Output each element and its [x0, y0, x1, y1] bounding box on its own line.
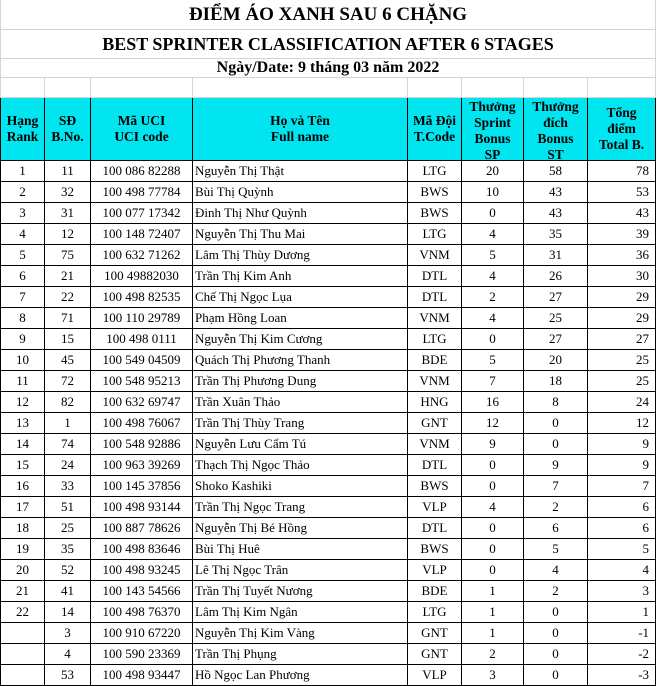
cell-sprint-bonus: 12: [462, 413, 524, 434]
cell-total: 6: [588, 497, 656, 518]
cell-rank: 8: [1, 308, 45, 329]
cell-total: 29: [588, 287, 656, 308]
table-row: [1, 287, 656, 308]
title-row: [1, 0, 656, 30]
cell-team-code: GNT: [408, 623, 462, 644]
cell-finish-bonus: 43: [524, 203, 588, 224]
cell-total: 30: [588, 266, 656, 287]
cell-sprint-bonus: 16: [462, 392, 524, 413]
cell-sprint-bonus: 2: [462, 287, 524, 308]
cell-finish-bonus: 0: [524, 665, 588, 686]
table-row: [1, 182, 656, 203]
cell-team-code: HNG: [408, 392, 462, 413]
table-row: [1, 371, 656, 392]
cell-bib: 53: [45, 665, 91, 686]
cell-uci-code: 100 963 39269: [91, 455, 193, 476]
cell-sprint-bonus: 4: [462, 224, 524, 245]
col-header-sprint: Thưởng Sprint Bonus SP: [462, 98, 524, 161]
cell-bib: 45: [45, 350, 91, 371]
cell-sprint-bonus: 4: [462, 497, 524, 518]
cell-bib: 14: [45, 602, 91, 623]
cell-rank: 5: [1, 245, 45, 266]
cell-total: 78: [588, 161, 656, 182]
cell-sprint-bonus: 1: [462, 623, 524, 644]
cell-uci-code: 100 077 17342: [91, 203, 193, 224]
cell-finish-bonus: 27: [524, 287, 588, 308]
cell-uci-code: 100 498 82535: [91, 287, 193, 308]
cell-bib: 32: [45, 182, 91, 203]
cell-uci-code: 100 632 71262: [91, 245, 193, 266]
cell-finish-bonus: 58: [524, 161, 588, 182]
table-row: [1, 161, 656, 182]
table-row: [1, 623, 656, 644]
cell-full-name: Nguyễn Thị Kim Cương: [193, 329, 408, 350]
cell-finish-bonus: 43: [524, 182, 588, 203]
cell-bib: 74: [45, 434, 91, 455]
cell-total: -2: [588, 644, 656, 665]
col-header-total: Tổng điểm Total B.: [588, 98, 656, 161]
cell-rank: 9: [1, 329, 45, 350]
cell-rank: 10: [1, 350, 45, 371]
col-header-team: Mã Đội T.Code: [408, 98, 462, 161]
cell-full-name: Lê Thị Ngọc Trân: [193, 560, 408, 581]
cell-team-code: LTG: [408, 224, 462, 245]
sheet-subtitle: BEST SPRINTER CLASSIFICATION AFTER 6 STAGES: [1, 30, 656, 59]
cell-team-code: VNM: [408, 308, 462, 329]
cell-team-code: DTL: [408, 455, 462, 476]
cell-sprint-bonus: 7: [462, 371, 524, 392]
cell-full-name: Bùi Thị Quỳnh: [193, 182, 408, 203]
cell-full-name: Nguyễn Thị Thật: [193, 161, 408, 182]
cell-uci-code: 100 498 93245: [91, 560, 193, 581]
table-row: [1, 455, 656, 476]
table-row: [1, 497, 656, 518]
cell-team-code: GNT: [408, 644, 462, 665]
table-row: [1, 329, 656, 350]
cell-team-code: VNM: [408, 245, 462, 266]
cell-bib: 71: [45, 308, 91, 329]
cell-uci-code: 100 590 23369: [91, 644, 193, 665]
table-row: [1, 266, 656, 287]
cell-team-code: VLP: [408, 497, 462, 518]
cell-full-name: Trần Xuân Thảo: [193, 392, 408, 413]
col-header-finish: Thưởng đích Bonus ST: [524, 98, 588, 161]
cell-bib: 51: [45, 497, 91, 518]
cell-bib: 15: [45, 329, 91, 350]
cell-uci-code: 100 110 29789: [91, 308, 193, 329]
cell-sprint-bonus: 0: [462, 539, 524, 560]
blank-row: [1, 78, 656, 98]
cell-finish-bonus: 0: [524, 623, 588, 644]
cell-total: 5: [588, 539, 656, 560]
cell-finish-bonus: 18: [524, 371, 588, 392]
cell-team-code: DTL: [408, 518, 462, 539]
cell-bib: 35: [45, 539, 91, 560]
cell-uci-code: 100 498 0111: [91, 329, 193, 350]
table-row: [1, 539, 656, 560]
cell-total: 27: [588, 329, 656, 350]
table-row: [1, 350, 656, 371]
cell-bib: 41: [45, 581, 91, 602]
cell-finish-bonus: 31: [524, 245, 588, 266]
cell-uci-code: 100 548 95213: [91, 371, 193, 392]
cell-bib: 33: [45, 476, 91, 497]
cell-bib: 22: [45, 287, 91, 308]
cell-team-code: BWS: [408, 476, 462, 497]
cell-full-name: Trần Thị Phương Dung: [193, 371, 408, 392]
cell-sprint-bonus: 5: [462, 350, 524, 371]
cell-rank: [1, 644, 45, 665]
table-row: [1, 203, 656, 224]
cell-full-name: Hồ Ngọc Lan Phương: [193, 665, 408, 686]
cell-bib: 52: [45, 560, 91, 581]
table-row: [1, 665, 656, 686]
cell-rank: [1, 623, 45, 644]
table-row: [1, 581, 656, 602]
cell-full-name: Nguyễn Lưu Cẩm Tú: [193, 434, 408, 455]
cell-team-code: BWS: [408, 539, 462, 560]
cell-sprint-bonus: 0: [462, 560, 524, 581]
cell-finish-bonus: 35: [524, 224, 588, 245]
cell-rank: 20: [1, 560, 45, 581]
cell-bib: 24: [45, 455, 91, 476]
cell-total: 25: [588, 350, 656, 371]
cell-bib: 11: [45, 161, 91, 182]
cell-bib: 72: [45, 371, 91, 392]
cell-team-code: GNT: [408, 413, 462, 434]
cell-uci-code: 100 910 67220: [91, 623, 193, 644]
cell-rank: 7: [1, 287, 45, 308]
cell-full-name: Trần Thị Thùy Trang: [193, 413, 408, 434]
col-header-name: Họ và Tên Full name: [193, 98, 408, 161]
cell-uci-code: 100 548 92886: [91, 434, 193, 455]
cell-uci-code: 100 498 83646: [91, 539, 193, 560]
cell-finish-bonus: 7: [524, 476, 588, 497]
cell-sprint-bonus: 10: [462, 182, 524, 203]
col-header-rank: Hạng Rank: [1, 98, 45, 161]
table-body: [1, 161, 656, 686]
col-header-uci: Mã UCI UCI code: [91, 98, 193, 161]
cell-finish-bonus: 9: [524, 455, 588, 476]
table-row: [1, 308, 656, 329]
cell-total: 24: [588, 392, 656, 413]
cell-total: 25: [588, 371, 656, 392]
cell-rank: 1: [1, 161, 45, 182]
cell-finish-bonus: 0: [524, 644, 588, 665]
table-row: [1, 413, 656, 434]
cell-full-name: Phạm Hồng Loan: [193, 308, 408, 329]
cell-uci-code: 100 498 76067: [91, 413, 193, 434]
cell-full-name: Bùi Thị Huê: [193, 539, 408, 560]
cell-team-code: BWS: [408, 182, 462, 203]
cell-team-code: LTG: [408, 329, 462, 350]
cell-rank: 6: [1, 266, 45, 287]
table-row: [1, 518, 656, 539]
cell-bib: 21: [45, 266, 91, 287]
cell-total: 39: [588, 224, 656, 245]
cell-rank: 13: [1, 413, 45, 434]
cell-team-code: DTL: [408, 266, 462, 287]
col-header-bib: SĐ B.No.: [45, 98, 91, 161]
cell-sprint-bonus: 1: [462, 602, 524, 623]
cell-total: -1: [588, 623, 656, 644]
cell-bib: 31: [45, 203, 91, 224]
cell-sprint-bonus: 0: [462, 455, 524, 476]
cell-full-name: Nguyễn Thị Bé Hồng: [193, 518, 408, 539]
cell-full-name: Trần Thị Ngọc Trang: [193, 497, 408, 518]
cell-total: 3: [588, 581, 656, 602]
cell-total: 9: [588, 434, 656, 455]
cell-rank: 16: [1, 476, 45, 497]
cell-total: 53: [588, 182, 656, 203]
cell-team-code: BDE: [408, 350, 462, 371]
cell-team-code: VLP: [408, 665, 462, 686]
cell-total: 43: [588, 203, 656, 224]
cell-full-name: Trần Thị Phụng: [193, 644, 408, 665]
cell-rank: 11: [1, 371, 45, 392]
cell-sprint-bonus: 4: [462, 308, 524, 329]
cell-uci-code: 100 549 04509: [91, 350, 193, 371]
cell-uci-code: 100 086 82288: [91, 161, 193, 182]
cell-uci-code: 100 498 93144: [91, 497, 193, 518]
cell-rank: 19: [1, 539, 45, 560]
cell-uci-code: 100 498 77784: [91, 182, 193, 203]
cell-uci-code: 100 143 54566: [91, 581, 193, 602]
cell-sprint-bonus: 0: [462, 329, 524, 350]
cell-rank: 4: [1, 224, 45, 245]
cell-rank: 3: [1, 203, 45, 224]
cell-finish-bonus: 26: [524, 266, 588, 287]
cell-bib: 82: [45, 392, 91, 413]
cell-full-name: Nguyễn Thị Kim Vàng: [193, 623, 408, 644]
cell-finish-bonus: 2: [524, 581, 588, 602]
cell-uci-code: 100 498 76370: [91, 602, 193, 623]
cell-sprint-bonus: 2: [462, 644, 524, 665]
cell-total: 4: [588, 560, 656, 581]
cell-team-code: VNM: [408, 371, 462, 392]
cell-sprint-bonus: 9: [462, 434, 524, 455]
cell-rank: 2: [1, 182, 45, 203]
cell-team-code: VLP: [408, 560, 462, 581]
cell-rank: 18: [1, 518, 45, 539]
table-row: [1, 602, 656, 623]
cell-full-name: Chế Thị Ngọc Lụa: [193, 287, 408, 308]
cell-rank: 22: [1, 602, 45, 623]
cell-full-name: Lâm Thị Kim Ngân: [193, 602, 408, 623]
cell-team-code: VNM: [408, 434, 462, 455]
cell-rank: 12: [1, 392, 45, 413]
cell-rank: 17: [1, 497, 45, 518]
subtitle-row: [1, 30, 656, 59]
cell-total: -3: [588, 665, 656, 686]
column-header-row: [1, 98, 656, 161]
cell-full-name: Nguyễn Thị Thu Mai: [193, 224, 408, 245]
cell-total: 36: [588, 245, 656, 266]
cell-sprint-bonus: 1: [462, 581, 524, 602]
cell-team-code: LTG: [408, 161, 462, 182]
sheet-date: Ngày/Date: 9 tháng 03 năm 2022: [1, 59, 656, 78]
cell-finish-bonus: 5: [524, 539, 588, 560]
cell-finish-bonus: 20: [524, 350, 588, 371]
cell-uci-code: 100 49882030: [91, 266, 193, 287]
cell-bib: 12: [45, 224, 91, 245]
cell-full-name: Trần Thị Tuyết Nương: [193, 581, 408, 602]
cell-team-code: DTL: [408, 287, 462, 308]
table-row: [1, 644, 656, 665]
cell-full-name: Đinh Thị Như Quỳnh: [193, 203, 408, 224]
cell-finish-bonus: 0: [524, 413, 588, 434]
cell-sprint-bonus: 3: [462, 665, 524, 686]
cell-uci-code: 100 632 69747: [91, 392, 193, 413]
cell-full-name: Thạch Thị Ngọc Thảo: [193, 455, 408, 476]
cell-team-code: BWS: [408, 203, 462, 224]
cell-uci-code: 100 887 78626: [91, 518, 193, 539]
cell-finish-bonus: 2: [524, 497, 588, 518]
cell-bib: 75: [45, 245, 91, 266]
cell-rank: 21: [1, 581, 45, 602]
cell-finish-bonus: 25: [524, 308, 588, 329]
table-row: [1, 224, 656, 245]
cell-finish-bonus: 4: [524, 560, 588, 581]
cell-bib: 25: [45, 518, 91, 539]
date-row: [1, 59, 656, 78]
cell-sprint-bonus: 0: [462, 203, 524, 224]
cell-bib: 4: [45, 644, 91, 665]
table-row: [1, 560, 656, 581]
cell-sprint-bonus: 20: [462, 161, 524, 182]
cell-total: 6: [588, 518, 656, 539]
cell-full-name: Lâm Thị Thùy Dương: [193, 245, 408, 266]
cell-rank: [1, 665, 45, 686]
table-row: [1, 392, 656, 413]
table-row: [1, 476, 656, 497]
cell-bib: 1: [45, 413, 91, 434]
cell-uci-code: 100 498 93447: [91, 665, 193, 686]
cell-sprint-bonus: 5: [462, 245, 524, 266]
cell-total: 7: [588, 476, 656, 497]
table-row: [1, 245, 656, 266]
cell-team-code: LTG: [408, 602, 462, 623]
cell-sprint-bonus: 0: [462, 476, 524, 497]
cell-sprint-bonus: 4: [462, 266, 524, 287]
cell-full-name: Shoko Kashiki: [193, 476, 408, 497]
cell-total: 9: [588, 455, 656, 476]
cell-uci-code: 100 148 72407: [91, 224, 193, 245]
cell-total: 12: [588, 413, 656, 434]
cell-rank: 15: [1, 455, 45, 476]
cell-uci-code: 100 145 37856: [91, 476, 193, 497]
cell-total: 29: [588, 308, 656, 329]
cell-total: 1: [588, 602, 656, 623]
cell-team-code: BDE: [408, 581, 462, 602]
cell-sprint-bonus: 0: [462, 518, 524, 539]
cell-finish-bonus: 27: [524, 329, 588, 350]
cell-finish-bonus: 0: [524, 602, 588, 623]
cell-bib: 3: [45, 623, 91, 644]
cell-finish-bonus: 8: [524, 392, 588, 413]
cell-rank: 14: [1, 434, 45, 455]
cell-full-name: Quách Thị Phương Thanh: [193, 350, 408, 371]
table-row: [1, 434, 656, 455]
cell-finish-bonus: 6: [524, 518, 588, 539]
cell-full-name: Trần Thị Kim Anh: [193, 266, 408, 287]
sheet-title: ĐIỂM ÁO XANH SAU 6 CHẶNG: [1, 0, 656, 30]
cell-finish-bonus: 0: [524, 434, 588, 455]
